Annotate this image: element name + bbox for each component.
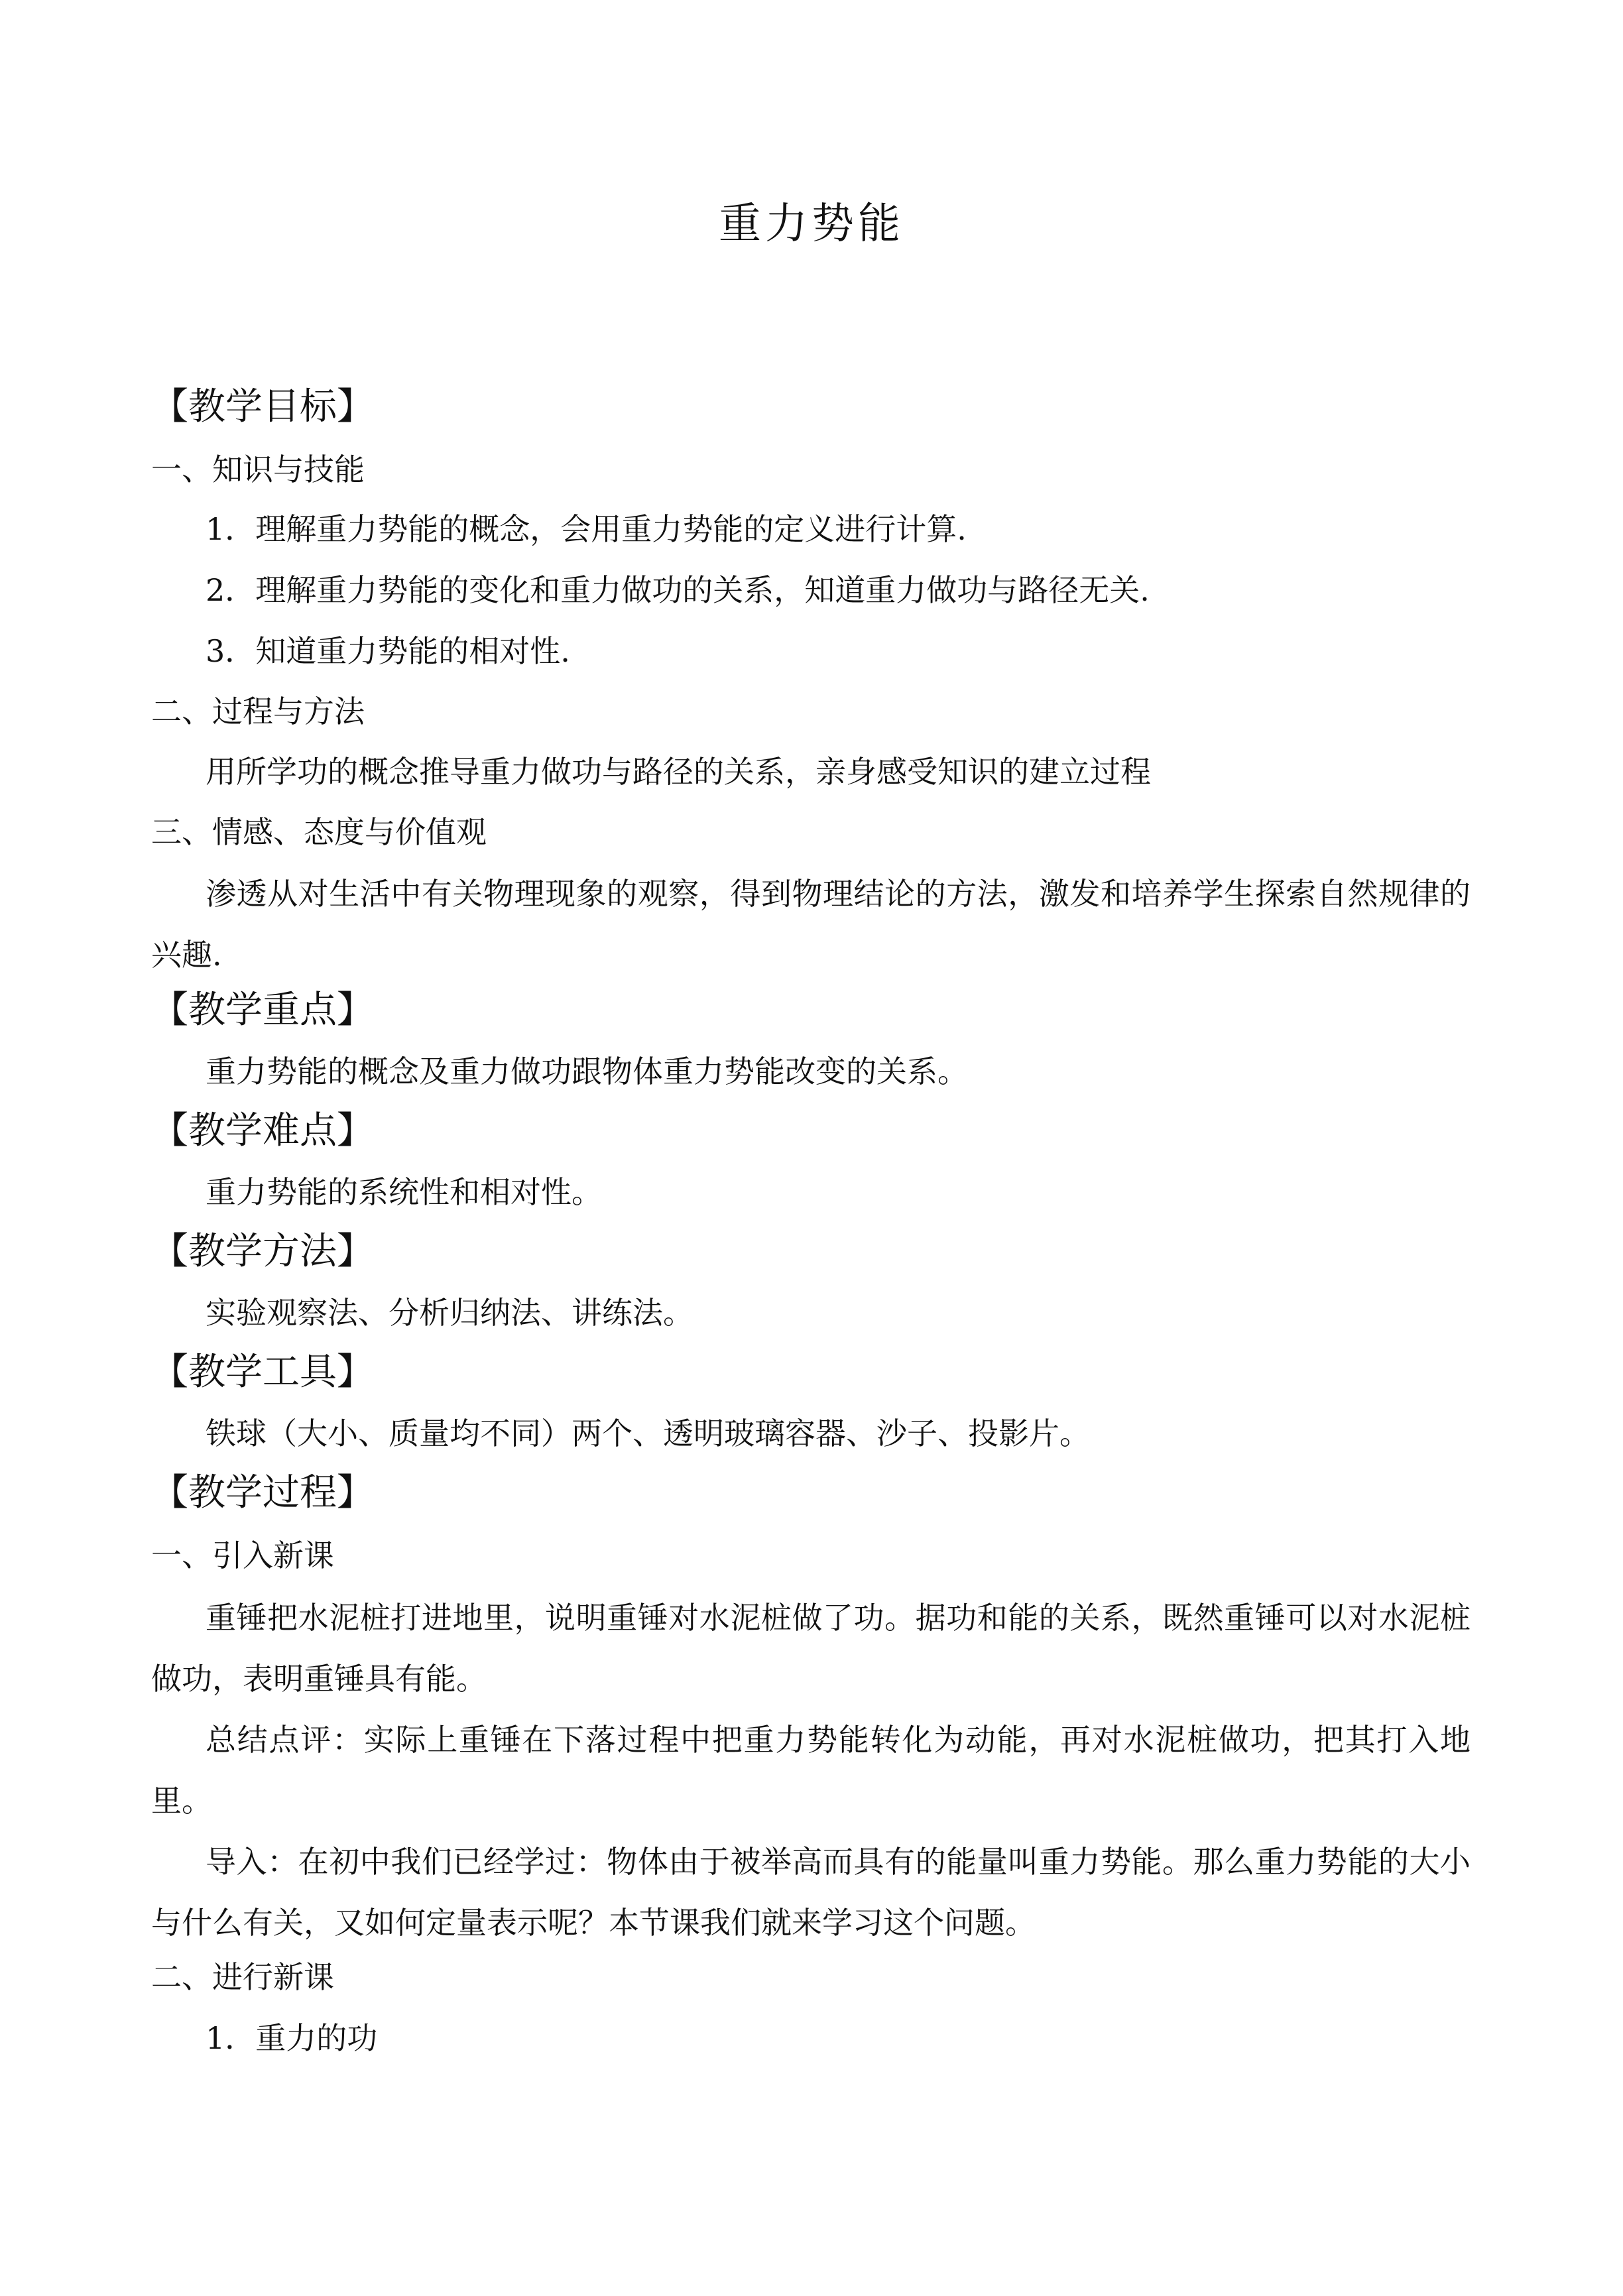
- section-new-lesson: 二、进行新课: [151, 1959, 334, 1995]
- paragraph: 导入：在初中我们已经学过：物体由于被举高而具有的能量叫重力势能。那么重力势能的大小与什么有关，又如何定量表示呢？本节课我们就来学习这个问题。: [151, 1844, 1471, 1941]
- paragraph: 重锤把水泥桩打进地里，说明重锤对水泥桩做了功。据功和能的关系，既然重锤可以对水泥桩做功，表明重锤具有能。: [151, 1600, 1471, 1697]
- section-process-methods: 二、过程与方法: [151, 694, 365, 729]
- list-item: 3．知道重力势能的相对性.: [206, 633, 570, 669]
- list-item: 2．理解重力势能的变化和重力做功的关系，知道重力做功与路径无关.: [206, 572, 1150, 608]
- paragraph: 总结点评：实际上重锤在下落过程中把重力势能转化为动能，再对水泥桩做功，把其打入地里。: [151, 1722, 1471, 1819]
- heading-teaching-tools: 【教学工具】: [151, 1351, 374, 1394]
- section-knowledge-skills: 一、知识与技能: [151, 452, 365, 487]
- paragraph: 铁球（大小、质量均不同）两个、透明玻璃容器、沙子、投影片。: [206, 1416, 1090, 1451]
- heading-difficult-points: 【教学难点】: [151, 1109, 374, 1152]
- page-title: 重力势能: [719, 200, 904, 249]
- heading-key-points: 【教学重点】: [151, 989, 374, 1032]
- paragraph: 实验观察法、分析归纳法、讲练法。: [206, 1295, 693, 1331]
- heading-teaching-methods: 【教学方法】: [151, 1230, 374, 1273]
- heading-teaching-process: 【教学过程】: [151, 1471, 374, 1514]
- heading-teaching-goals: 【教学目标】: [151, 385, 374, 428]
- paragraph: 重力势能的系统性和相对性。: [206, 1174, 602, 1210]
- paragraph: 渗透从对生活中有关物理现象的观察，得到物理结论的方法，激发和培养学生探索自然规律的兴趣.: [151, 876, 1471, 973]
- paragraph: 重力势能的概念及重力做功跟物体重力势能改变的关系。: [206, 1054, 968, 1089]
- list-item: 1．重力的功: [206, 2020, 378, 2056]
- paragraph: 用所学功的概念推导重力做功与路径的关系，亲身感受知识的建立过程: [206, 754, 1151, 790]
- section-introduction: 一、引入新课: [151, 1538, 334, 1573]
- list-item: 1．理解重力势能的概念，会用重力势能的定义进行计算.: [206, 511, 967, 547]
- section-emotion-values: 三、情感、态度与价值观: [151, 814, 487, 850]
